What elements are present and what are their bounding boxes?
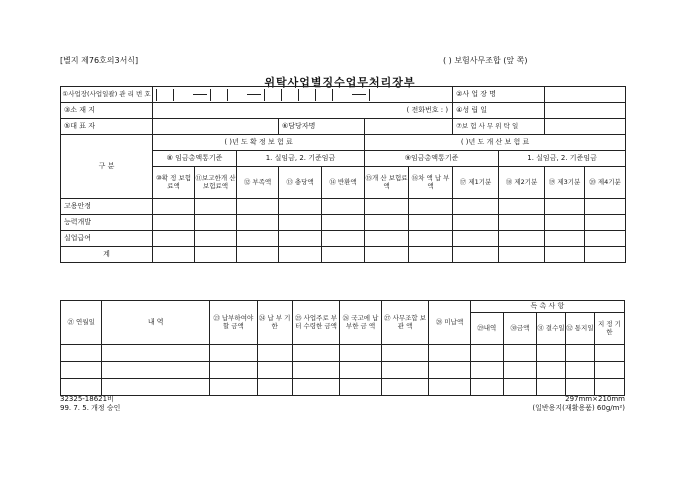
wage-base-right: ⑨임금총액통기준 [365, 151, 499, 167]
col-applied: ⑬ 충당액 [279, 167, 322, 199]
row-employment-stability: 고용안정 [61, 199, 153, 215]
delegated-date-field[interactable] [545, 119, 626, 135]
col-shortfall: ⑫ 부족액 [237, 167, 279, 199]
col-reminder-decision: ㉛ 결수일 [536, 313, 565, 345]
row-skill-development: 능력개발 [61, 215, 153, 231]
paper-type: (일반용지(재활용품) 60g/m²) [532, 404, 625, 412]
wage-base-left: ⑧ 임금총액통기준 [153, 151, 237, 167]
phone-label: ( 전화번호 : ) [406, 106, 449, 115]
col-description: 내 역 [102, 301, 210, 345]
col-period-4: ⑳ 제4기분 [585, 167, 626, 199]
approval-note: 99. 7. 5. 개정 승인 [60, 404, 121, 412]
col-paid-to-treasury: ㉖ 국고에 납부한 금 액 [340, 301, 381, 345]
col-period-3: ⑲ 제3기분 [545, 167, 585, 199]
row-unemployment-benefit: 실업급여 [61, 231, 153, 247]
col-amount-received: ㉕ 사업주로 부터 수령한 금액 [292, 301, 340, 345]
col-date: ㉑ 연월일 [61, 301, 102, 345]
business-name-label: ②사 업 장 명 [453, 87, 545, 103]
main-form-table [60, 86, 626, 263]
established-label: ④성 립 일 [453, 103, 545, 119]
delegated-date-label: ⑦보 험 사 무 위 탁 일 [453, 119, 545, 135]
row-total: 계 [61, 247, 153, 263]
confirmed-premium-header: ( )년 도 확 정 보 험 료 [153, 135, 365, 151]
mgmt-no-label: ①사업장(사업일괄) 관 리 번 호 [61, 87, 153, 103]
col-refund: ⑭ 반환액 [322, 167, 365, 199]
representative-label: ⑤대 표 자 [61, 119, 153, 135]
col-difference-paid: ⑯차 액 납 부 액 [409, 167, 453, 199]
wage-type-right: 1. 실임금, 2. 기준임금 [499, 151, 626, 167]
reminder-group-header: 독 촉 사 항 [470, 301, 624, 313]
form-code: 32325-18621비 [60, 395, 114, 403]
form-title: 위탁사업별징수업무처리장부 [264, 76, 416, 89]
manager-label: ⑥담당자명 [279, 119, 365, 135]
manager-field[interactable] [365, 119, 453, 135]
footer-right [497, 395, 625, 413]
wage-type-left: 1. 실임금, 2. 기준임금 [237, 151, 365, 167]
col-confirmed-premium: ⑩확 정 보험료액 [153, 167, 195, 199]
col-union-held: ㉗ 사무조합 보 관 액 [381, 301, 429, 345]
col-period-1: ⑰ 제1기분 [453, 167, 499, 199]
representative-field[interactable] [153, 119, 279, 135]
footer-left [60, 395, 120, 413]
col-unpaid: ㉘ 미납액 [429, 301, 470, 345]
form-page-note: ( ) 보험사무조합 (앞 쪽) [443, 56, 528, 65]
address-field[interactable] [153, 103, 453, 119]
estimated-premium-header: ( )년 도 개 산 보 험 료 [365, 135, 626, 151]
col-amount-due: ㉓ 납부하여야 할 금액 [210, 301, 258, 345]
paper-size: 297mm×210mm [565, 395, 625, 403]
col-reminder-amount: ㉚금액 [503, 313, 536, 345]
col-due-date: ㉔ 납 부 기 한 [257, 301, 292, 345]
col-estimated-premium: ⑮개 산 보험료액 [365, 167, 409, 199]
col-reported-premium: ⑪보고한개 산보험료액 [195, 167, 237, 199]
mgmt-no-field[interactable] [153, 87, 453, 103]
form-number: [별지 제76호의3서식] [60, 56, 139, 65]
col-period-2: ⑱ 제2기분 [499, 167, 545, 199]
col-reminder-notice: ㉜ 통지일 [565, 313, 594, 345]
section-label: 구 분 [61, 135, 153, 199]
business-name-field[interactable] [545, 87, 626, 103]
address-label: ③소 재 지 [61, 103, 153, 119]
col-reminder-deadline: 지 정 기 한 [594, 313, 624, 345]
ledger-table [60, 300, 625, 396]
established-field[interactable] [545, 103, 626, 119]
col-reminder-content: ㉙내역 [470, 313, 503, 345]
